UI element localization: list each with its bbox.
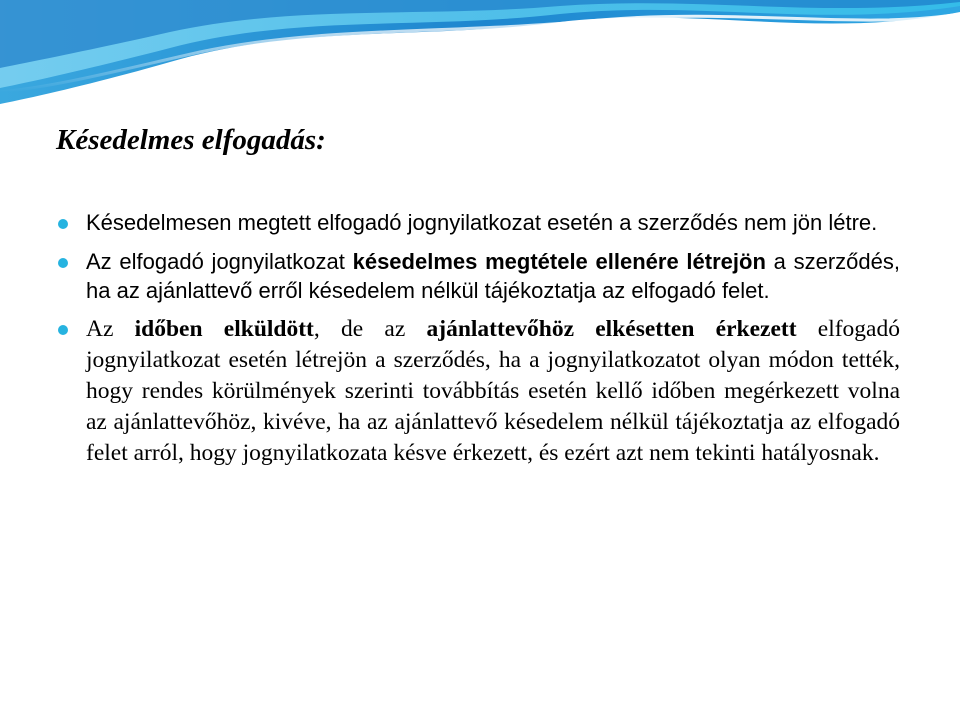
bullet-bold-text: késedelmes megtétele ellenére létrejön (352, 249, 766, 274)
bullet-text: Késedelmesen megtett elfogadó jognyilatkozat esetén a szerződés nem jön létre. (86, 210, 878, 235)
bullet-bold-text: időben elküldött (134, 316, 314, 342)
bullet-item-3 (58, 314, 900, 469)
bullet-text: Az (86, 316, 135, 342)
bullet-text: elfogadó jognyilatkozat esetén létrejön a szerződés, ha a jognyilatkozatot olyan módon tették, hogy rendes körülmények szerinti továbbítás esetén kellő időben megérkezett volna az ajánlattevőhöz, kivéve, ha az ajánlattevő késedelem nélkül tájékoztatja az elfogadó felet arról, hogy jognyilatkozata késve érkezett, és ezért azt nem tekinti hatályosnak. (86, 316, 900, 466)
bullet-list (58, 208, 900, 469)
slide-title: Késedelmes elfogadás: (56, 124, 326, 156)
bullet-item-1 (58, 208, 900, 237)
bullet-dot-icon (58, 325, 68, 335)
bullet-text: a szerződés, ha az ajánlattevő erről késedelem nélkül tájékoztatja az elfogadó felet. (86, 249, 900, 303)
bullet-dot-icon (58, 258, 68, 268)
bullet-item-2 (58, 247, 900, 305)
bullet-text: Az elfogadó jognyilatkozat (86, 249, 353, 274)
bullet-dot-icon (58, 219, 68, 229)
bullet-bold-text: ajánlattevőhöz elkésetten érkezett (426, 316, 797, 342)
bullet-text: , de az (313, 316, 427, 342)
header-wave-banner (0, 0, 960, 110)
